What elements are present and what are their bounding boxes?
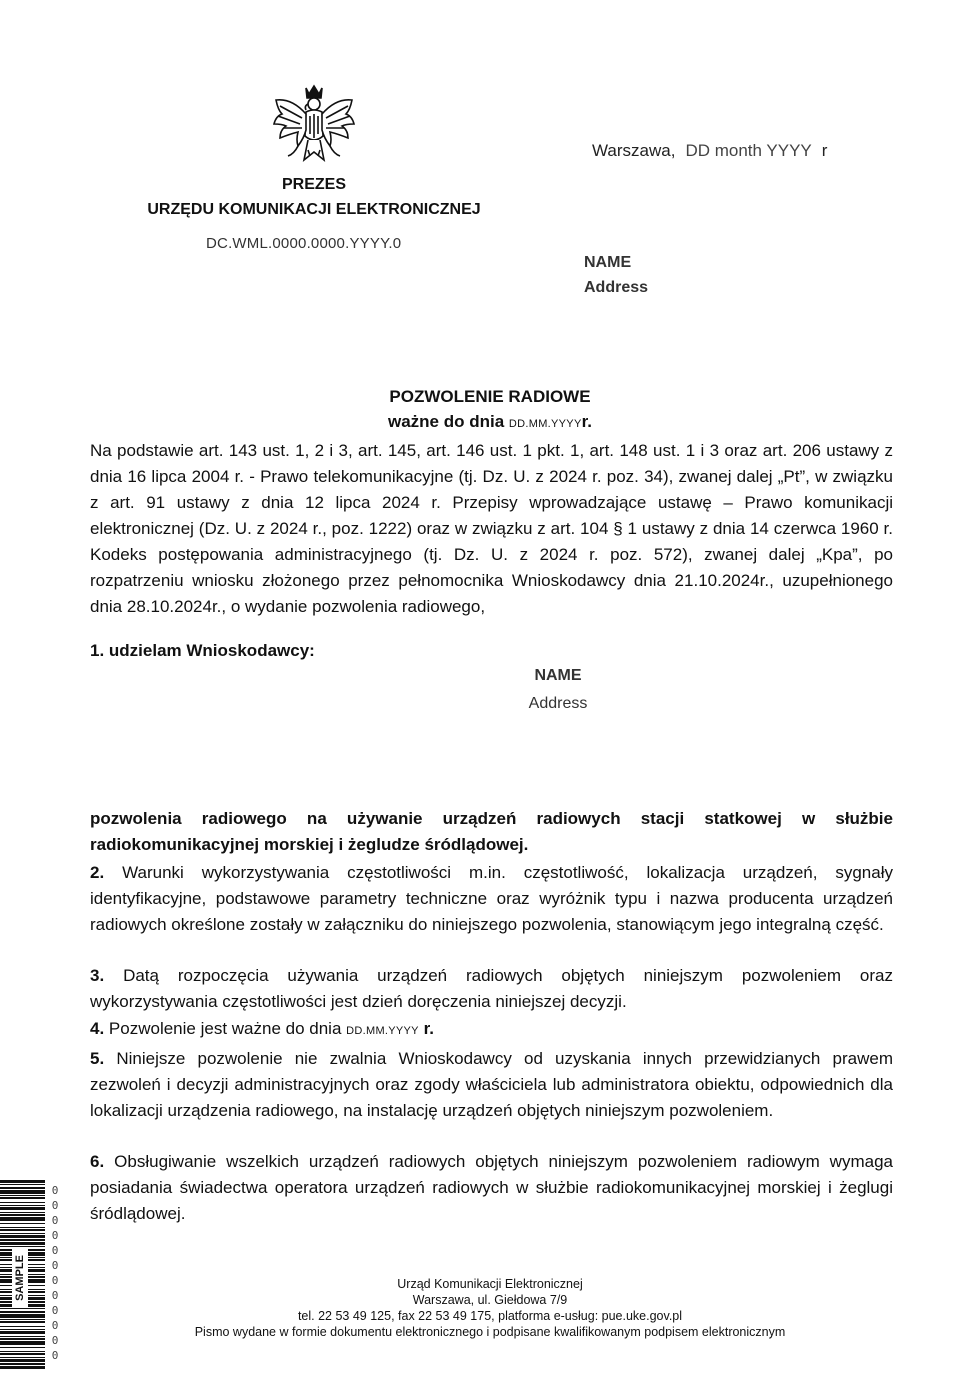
barcode-bar xyxy=(0,1321,45,1323)
legal-basis-paragraph: Na podstawie art. 143 ust. 1, 2 i 3, art. 145, art. 146 ust. 1 pkt. 1, art. 148 ust. 1 i 3 oraz art. 206 ustawy z dnia 16 lipca 2004 r. - Prawo telekomunikacyjne (tj. Dz. U. z 2024 r. poz. 34), zwanej dalej „Pt”, w związku z art. 91 ustawy z dnia 12 lipca 2024 r. Przepisy wprowadzające ustawę – Prawo komunikacji elektronicznej (Dz. U. z 2024 r., poz. 1222) oraz w związku z art. 104 § 1 ustawy z dnia 14 czerwca 1960 r. Kodeks postępowania administracyjnego (tj. Dz. U. z 2024 r. poz. 572), zwanej dalej „Kpa”, po rozpatrzeniu wniosku złożonego przez pełnomocnika Wnioskodawcy dnia 21.10.2024r., uzupełnionego dnia 28.10.2024r., o wydanie pozwolenia radiowego, xyxy=(90,441,893,616)
barcode-bar xyxy=(0,1336,45,1337)
barcode-bar xyxy=(0,1308,45,1309)
place: Warszawa, xyxy=(592,141,676,160)
barcode-bar xyxy=(0,1338,45,1340)
point-3-text: Datą rozpoczęcia używania urządzeń radiowych objętych niniejszym pozwoleniem oraz wykorzystywania częstotliwości jest dzień doręczenia niniejszej decyzji. xyxy=(90,966,893,1011)
barcode-bar xyxy=(0,1207,45,1210)
barcode-bar xyxy=(0,1212,45,1213)
barcode-digit: 0 xyxy=(51,1244,59,1257)
barcode-bar xyxy=(0,1202,45,1203)
barcode-bar xyxy=(0,1366,45,1369)
barcode-bar xyxy=(0,1357,45,1358)
barcode-digit: 0 xyxy=(51,1304,59,1317)
barcode-bar xyxy=(0,1326,45,1327)
barcode-digit: 0 xyxy=(51,1214,59,1227)
barcode-bar xyxy=(0,1353,45,1355)
barcode-digit: 0 xyxy=(51,1319,59,1332)
barcode-bar xyxy=(0,1329,45,1330)
addressee-name: NAME xyxy=(584,254,632,271)
eagle-emblem-icon xyxy=(268,80,360,172)
authority-title-line1: PREZES xyxy=(281,176,346,193)
footer-line-1: Urząd Komunikacji Elektronicznej xyxy=(397,1277,583,1291)
barcode-bar xyxy=(0,1347,45,1348)
barcode-digit: 0 xyxy=(51,1229,59,1242)
barcode-digit: 0 xyxy=(51,1259,59,1272)
barcode-bar xyxy=(0,1229,45,1231)
barcode-bar xyxy=(0,1314,45,1318)
point-2-text: Warunki wykorzystywania częstotliwości m.in. częstotliwość, lokalizacja urządzeń, sygnały identyfikacyjne, podstawowe parametry techniczne oraz wyróżnik typu i nazwa producenta urządzeń radiowych określone zostały w załączniku do niniejszego pozwolenia, stanowiącym jego integralną część. xyxy=(90,863,893,934)
barcode-bar xyxy=(0,1331,45,1334)
document-title: POZWOLENIE RADIOWE xyxy=(389,387,591,406)
barcode-bar xyxy=(0,1187,45,1189)
barcode-bar xyxy=(0,1180,45,1183)
barcode-digit: 0 xyxy=(51,1334,59,1347)
barcode-bar xyxy=(0,1223,45,1224)
barcode-digit: 0 xyxy=(51,1289,59,1302)
point-2-number: 2. xyxy=(90,863,105,882)
barcode-bar xyxy=(0,1341,45,1345)
barcode-digit: 0 xyxy=(51,1184,59,1197)
place-and-date xyxy=(592,141,827,161)
point-5-text: Niniejsze pozwolenie nie zwalnia Wnioskodawcy od uzyskania innych przewidzianych prawem zezwoleń i decyzji administracyjnych oraz zgody właściciela lub administratora obiektu, odpowiednich dla lokalizacji urządzenia radiowego, na instalację urządzeń objętych niniejszym pozwoleniem. xyxy=(90,1049,893,1120)
point-6-paragraph xyxy=(90,1149,893,1227)
barcode-bar xyxy=(0,1214,45,1216)
barcode-digit: 0 xyxy=(51,1199,59,1212)
barcode-bar xyxy=(0,1363,45,1365)
point-6-number: 6. xyxy=(90,1152,105,1171)
point-4-paragraph xyxy=(90,1016,893,1044)
validity-line xyxy=(0,412,980,432)
authority-title-line2: URZĘDU KOMUNIKACJI ELEKTRONICZNEJ xyxy=(147,201,481,218)
barcode-bar xyxy=(0,1184,45,1185)
point-3-paragraph xyxy=(90,963,893,1015)
barcode-bar xyxy=(0,1205,45,1206)
barcode-bar xyxy=(0,1246,45,1247)
issue-date: DD month YYYY xyxy=(685,141,812,160)
point-6-text: Obsługiwanie wszelkich urządzeń radiowych objętych niniejszym pozwoleniem radiowym wymaga posiadania świadectwa operatora urządzeń radiowych w służbie radiokomunikacyjnej morskiej i żeglugi śródlądowej. xyxy=(90,1152,893,1223)
validity-date: DD.MM.YYYY xyxy=(508,418,582,430)
sample-label: SAMPLE xyxy=(14,1255,26,1301)
point-4-suffix: r. xyxy=(423,1019,434,1038)
barcode-bar xyxy=(0,1190,45,1194)
barcode-bar xyxy=(0,1242,45,1245)
date-suffix: r xyxy=(821,141,828,160)
point-3-number: 3. xyxy=(90,966,105,985)
barcode-digit: 0 xyxy=(51,1349,59,1362)
recipient-address: Address xyxy=(528,695,588,712)
footer-line-2: Warszawa, ul. Giełdowa 7/9 xyxy=(412,1293,568,1307)
grant-paragraph: pozwolenia radiowego na używanie urządzeń radiowych stacji statkowej w służbie radiokomunikacyjnej morskiej i żegludze śródlądowej. xyxy=(90,809,893,854)
case-reference: DC.WML.0000.0000.YYYY.0 xyxy=(206,235,402,252)
footer-line-3: tel. 22 53 49 125, fax 22 53 49 175, platforma e-usług: pue.uke.gov.pl xyxy=(297,1309,683,1323)
barcode-bar xyxy=(0,1195,45,1196)
point-1-heading: 1. udzielam Wnioskodawcy: xyxy=(90,641,315,660)
barcode-bar xyxy=(0,1311,45,1313)
barcode-bar xyxy=(0,1217,45,1221)
point-4-date: DD.MM.YYYY xyxy=(346,1025,419,1037)
point-4-number: 4. xyxy=(90,1019,105,1038)
barcode-bar xyxy=(0,1351,45,1352)
footer xyxy=(0,1276,980,1340)
barcode-bar xyxy=(0,1319,45,1320)
validity-prefix: ważne do dnia xyxy=(387,412,505,431)
addressee-address: Address xyxy=(584,279,649,296)
footer-line-4: Pismo wydane w formie dokumentu elektronicznego i podpisane kwalifikowanym podpisem elektronicznym xyxy=(194,1325,786,1339)
point-5-paragraph xyxy=(90,1046,893,1124)
barcode-digits xyxy=(48,1183,62,1363)
barcode-bar xyxy=(0,1233,45,1234)
barcode-bar xyxy=(0,1197,45,1199)
sample-stamp xyxy=(12,1248,28,1308)
point-4-text: Pozwolenie jest ważne do dnia xyxy=(108,1019,342,1038)
recipient-name: NAME xyxy=(534,667,582,684)
barcode-digit: 0 xyxy=(51,1274,59,1287)
barcode-bar xyxy=(0,1227,45,1228)
validity-suffix: r. xyxy=(581,412,592,431)
point-2-paragraph xyxy=(90,860,893,938)
barcode-bar xyxy=(0,1359,45,1362)
point-5-number: 5. xyxy=(90,1049,105,1068)
barcode-bar xyxy=(0,1239,45,1241)
barcode-bar xyxy=(0,1235,45,1238)
